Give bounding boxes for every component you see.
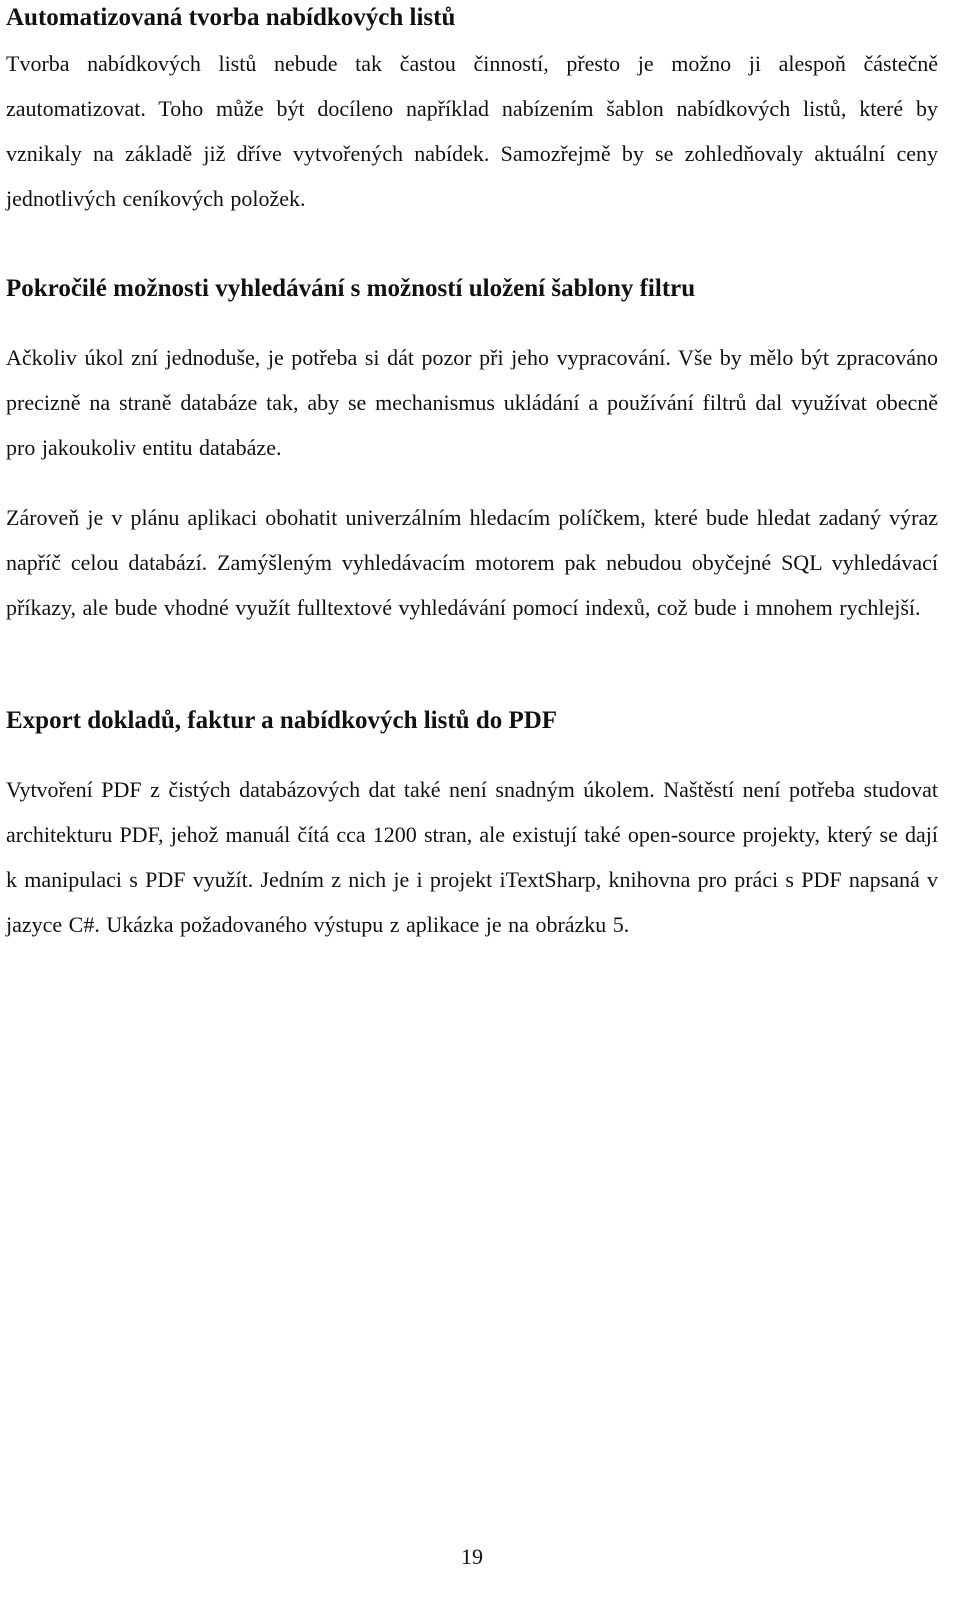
- paragraph-automated-offers: Tvorba nabídkových listů nebude tak častou činností, přesto je možno ji alespoň částečně zautomatizovat. Toho může být docíleno například nabízením šablon nabídkových listů, které by vznikaly na základě již dříve vytvořených nabídek. Samozřejmě by se zohledňovaly aktuální ceny jednotlivých ceníkových položek.: [6, 51, 938, 211]
- page-number: 19: [461, 1544, 483, 1569]
- section-heading-automated-offers: Automatizovaná tvorba nabídkových listů: [6, 4, 456, 31]
- document-page: [6, 0, 938, 1601]
- paragraph-advanced-search-2: Zároveň je v plánu aplikaci obohatit univerzálním hledacím políčkem, které bude hledat zadaný výraz napříč celou databází. Zamýšleným vyhledávacím motorem pak nebudou obyčejné SQL vyhledávací příkazy, ale bude vhodné využít fulltextové vyhledávání pomocí indexů, což bude i mnohem rychlejší.: [6, 505, 938, 620]
- paragraph-advanced-search-1: Ačkoliv úkol zní jednoduše, je potřeba si dát pozor při jeho vypracování. Vše by mělo být zpracováno precizně na straně databáze tak, aby se mechanismus ukládání a používání filtrů dal využívat obecně pro jakoukoliv entitu databáze.: [6, 345, 938, 460]
- section-heading-advanced-search: Pokročilé možnosti vyhledávání s možností uložení šablony filtru: [6, 275, 696, 302]
- paragraph-pdf-export: Vytvoření PDF z čistých databázových dat také není snadným úkolem. Naštěstí není potřeba studovat architekturu PDF, jehož manuál čítá cca 1200 stran, ale existují také open-source projekty, který se dají k manipulaci s PDF využít. Jedním z nich je i projekt iTextSharp, knihovna pro práci s PDF napsaná v jazyce C#. Ukázka požadovaného výstupu z aplikace je na obrázku 5.: [6, 777, 938, 937]
- section-heading-pdf-export: Export dokladů, faktur a nabídkových listů do PDF: [6, 707, 558, 734]
